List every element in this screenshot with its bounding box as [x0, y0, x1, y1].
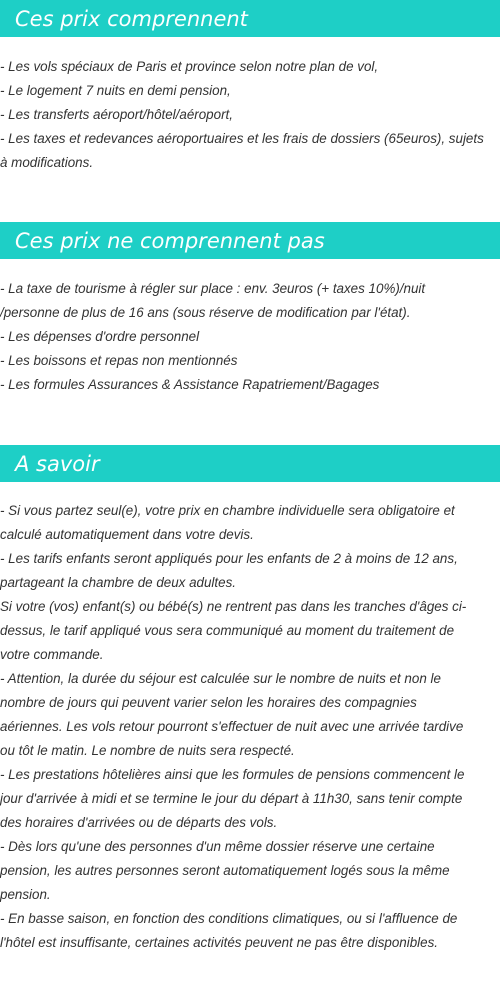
section-title: Ces prix comprennent: [15, 6, 248, 31]
section-to-know: [0, 445, 500, 955]
text-line: Si votre (vos) enfant(s) ou bébé(s) ne rentrent pas dans les tranches d'âges ci-: [0, 599, 467, 614]
text-line: - Dès lors qu'une des personnes d'un même dossier réserve une certaine: [0, 839, 435, 854]
text-line: - Les transferts aéroport/hôtel/aéroport,: [0, 107, 233, 122]
section-header: [0, 445, 500, 482]
text-line: - Les dépenses d'ordre personnel: [0, 329, 200, 344]
text-line: jour d'arrivée à midi et se termine le jour du départ à 11h30, sans tenir compte: [0, 791, 463, 806]
text-line: - Les taxes et redevances aéroportuaires et les frais de dossiers (65euros), sujets: [0, 131, 484, 146]
text-line: calculé automatiquement dans votre devis.: [0, 527, 254, 542]
text-line: l'hôtel est insuffisante, certaines activités peuvent ne pas être disponibles.: [0, 935, 439, 950]
text-line: - Le logement 7 nuits en demi pension,: [0, 83, 231, 98]
section-header: [0, 0, 500, 37]
text-line: - Les boissons et repas non mentionnés: [0, 353, 238, 368]
section-body: [0, 37, 500, 175]
section-included: [0, 0, 500, 222]
text-line: - Les formules Assurances & Assistance Rapatriement/Bagages: [0, 377, 380, 392]
text-line: ou tôt le matin. Le nombre de nuits sera respecté.: [0, 743, 295, 758]
text-line: partageant la chambre de deux adultes.: [0, 575, 236, 590]
section-body: [0, 259, 500, 397]
text-line: dessus, le tarif appliqué vous sera communiqué au moment du traitement de: [0, 623, 455, 638]
text-line: - Les tarifs enfants seront appliqués pour les enfants de 2 à moins de 12 ans,: [0, 551, 458, 566]
text-line: aériennes. Les vols retour pourront s'effectuer de nuit avec une arrivée tardive: [0, 719, 464, 734]
text-line: pension, les autres personnes seront automatiquement logés sous la même: [0, 863, 450, 878]
text-line: - Les prestations hôtelières ainsi que les formules de pensions commencent le: [0, 767, 465, 782]
text-line: - La taxe de tourisme à régler sur place : env. 3euros (+ taxes 10%)/nuit: [0, 281, 426, 296]
section-body: [0, 482, 500, 955]
section-title: A savoir: [15, 451, 100, 476]
text-line: /personne de plus de 16 ans (sous réserve de modification par l'état).: [0, 305, 411, 320]
text-line: - En basse saison, en fonction des conditions climatiques, ou si l'affluence de: [0, 911, 458, 926]
section-not-included: [0, 222, 500, 445]
text-line: - Si vous partez seul(e), votre prix en chambre individuelle sera obligatoire et: [0, 503, 455, 518]
section-title: Ces prix ne comprennent pas: [15, 228, 325, 253]
section-header: [0, 222, 500, 259]
text-line: votre commande.: [0, 647, 104, 662]
text-line: nombre de jours qui peuvent varier selon les horaires des compagnies: [0, 695, 417, 710]
text-line: - Les vols spéciaux de Paris et province selon notre plan de vol,: [0, 59, 379, 74]
text-line: à modifications.: [0, 155, 94, 170]
text-line: - Attention, la durée du séjour est calculée sur le nombre de nuits et non le: [0, 671, 441, 686]
text-line: pension.: [0, 887, 51, 902]
text-line: des horaires d'arrivées ou de départs des vols.: [0, 815, 278, 830]
